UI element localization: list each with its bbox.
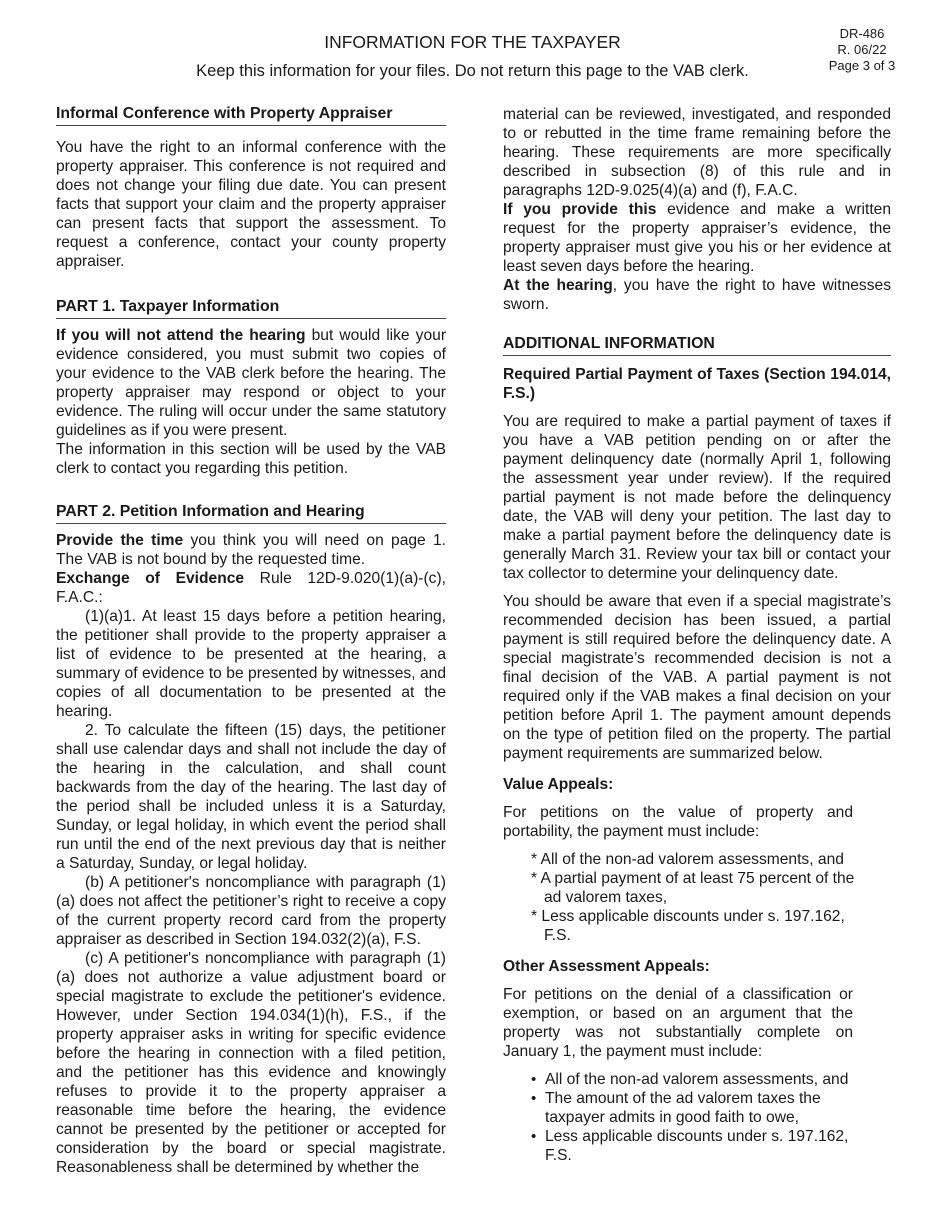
part2-bold-lead: Provide the time xyxy=(56,532,184,549)
value-appeals-heading: Value Appeals: xyxy=(503,776,614,793)
partial-payment-paragraph-2: You should be aware that even if a special magistrate’s recommended decision has been issued, a partial payment is still required before the delinquency date. A special magistrate’s recommended decision is not a final decision of the VAB. A partial payment is not required only if the VAB makes a final decision on your petition before April 1. The payment amount depends on the type of petition filed on the property. The partial payment requirements are summarized below. xyxy=(503,593,891,762)
rule-paragraph-c: (c) A petitioner's noncompliance with paragraph (1)(a) does not authorize a value adjustment board or special magistrate to exclude the petitioner's evidence. However, under Section 194.034(1)(h), F.S., if the property appraiser asks in writing for specific evidence before the hearing in connection with a filed petition, and the petitioner has this evidence and knowingly refuses to provide it to the property appraiser a reasonable time before the hearing, the evidence cannot be presented by the petitioner or accepted for consideration by the board or special magistrate. Reasonableness shall be determined by whether the xyxy=(56,950,446,1176)
part1-paragraph-2: The information in this section will be used by the VAB clerk to contact you regarding this petition. xyxy=(56,441,446,477)
page-subtitle: Keep this information for your files. Do not return this page to the VAB clerk. xyxy=(196,62,749,80)
section-heading-additional: ADDITIONAL INFORMATION xyxy=(503,334,891,356)
list-item: * A partial payment of at least 75 percent of the ad valorem taxes, xyxy=(531,870,855,906)
other-appeals-list xyxy=(503,1070,856,1165)
provide-text: evidence and make a written request for the property appraiser’s evidence, the property appraiser must give you his or her evidence at least seven days before the hearing. xyxy=(503,201,891,275)
list-item xyxy=(531,1089,856,1127)
form-number: DR-486 xyxy=(839,26,885,41)
partial-payment-heading: Required Partial Payment of Taxes (Section 194.014, F.S.) xyxy=(503,366,891,402)
exchange-of-evidence-label: Exchange of Evidence xyxy=(56,570,245,587)
rule-paragraph-1a1: (1)(a)1. At least 15 days before a petition hearing, the petitioner shall provide to the property appraiser a list of evidence to be presented at the hearing, a summary of evidence to be presented by witnesses, and copies of all documentation to be presented at the hearing. xyxy=(56,608,446,720)
other-appeals-heading: Other Assessment Appeals: xyxy=(503,958,710,975)
list-item: * Less applicable discounts under s. 197.162, F.S. xyxy=(531,908,845,944)
hearing-text: , you have the right to have witnesses sworn. xyxy=(503,277,891,313)
rule-paragraph-b: (b) A petitioner's noncompliance with paragraph (1)(a) does not affect the petitioner’s right to receive a copy of the current property record card from the property appraiser as described in Section 194.032(2)(a), F.S. xyxy=(56,874,446,948)
page-number: Page 3 of 3 xyxy=(828,58,896,73)
rule-paragraph-2: 2. To calculate the fifteen (15) days, the petitioner shall use calendar days and shall not include the day of the hearing in the calculation, and shall count backwards from the day of the hearing. The last day of the period shall be included unless it is a Saturday, Sunday, or legal holiday, in which event the period shall run until the end of the next previous day that is neither a Saturday, Sunday, or legal holiday. xyxy=(56,722,446,872)
part2-paragraph-1 xyxy=(56,531,446,569)
page-title: INFORMATION FOR THE TAXPAYER xyxy=(324,32,621,52)
part2-paragraph-2 xyxy=(56,569,446,607)
section-heading-part2: PART 2. Petition Information and Hearing xyxy=(56,502,446,524)
rule-paragraph-c-continued: material can be reviewed, investigated, and responded to or rebutted in the time frame remaining before the hearing. These requirements are more specifically described in subsection (8) of this rule and in paragraphs 12D-9.025(4)(a) and (f), F.A.C. xyxy=(503,106,891,199)
list-item-text: Less applicable discounts under s. 197.162, F.S. xyxy=(545,1128,849,1164)
left-column xyxy=(56,104,446,1177)
other-appeals-intro: For petitions on the denial of a classification or exemption, or based on an argument that the property was not substantially complete on January 1, the payment must include: xyxy=(503,986,853,1060)
informal-conference-text: You have the right to an informal conference with the property appraiser. This conference is not required and does not change your filing due date. You can present facts that support your claim and the property appraiser can present facts that support the assessment. To request a conference, contact your county property appraiser. xyxy=(56,139,446,270)
partial-payment-paragraph-1: You are required to make a partial payment of taxes if you have a VAB petition pending on or after the payment delinquency date (normally April 1, following the assessment year under review). If the required partial payment is not made before the delinquency date, the VAB will deny your petition. The last day to make a partial payment before the delinquency date is generally March 31. Review your tax bill or contact your tax collector to determine your delinquency date. xyxy=(503,413,891,582)
part2-text: you think you will need on page 1. The VAB is not bound by the requested time. xyxy=(56,532,446,568)
section-heading-informal-conference: Informal Conference with Property Appraiser xyxy=(56,104,446,126)
form-revision: R. 06/22 xyxy=(837,42,887,57)
part2-paragraph-provide xyxy=(503,200,891,276)
part1-paragraph-1 xyxy=(56,326,446,440)
list-item: * All of the non-ad valorem assessments, and xyxy=(531,851,844,868)
value-appeals-intro: For petitions on the value of property and portability, the payment must include: xyxy=(503,804,853,840)
part2-paragraph-hearing xyxy=(503,276,891,314)
list-item xyxy=(531,1127,856,1165)
right-column xyxy=(503,105,891,1165)
part1-bold-lead: If you will not attend the hearing xyxy=(56,327,306,344)
exchange-of-evidence-rule: Rule 12D-9.020(1)(a)-(c), F.A.C.: xyxy=(56,570,446,606)
list-item-text: The amount of the ad valorem taxes the taxpayer admits in good faith to owe, xyxy=(545,1090,821,1126)
part1-text: but would like your evidence considered, you must submit two copies of your evidence to the VAB clerk before the hearing. The property appraiser may respond or object to your evidence. The ruling will occur under the same statutory guidelines as if you were present. xyxy=(56,327,447,439)
section-heading-part1: PART 1. Taxpayer Information xyxy=(56,297,446,319)
hearing-bold-lead: At the hearing xyxy=(503,277,613,294)
provide-bold-lead: If you provide this xyxy=(503,201,657,218)
value-appeals-list xyxy=(503,850,856,945)
list-item xyxy=(531,1070,856,1089)
form-number-block xyxy=(822,26,902,74)
list-item-text: All of the non-ad valorem assessments, and xyxy=(545,1071,849,1088)
